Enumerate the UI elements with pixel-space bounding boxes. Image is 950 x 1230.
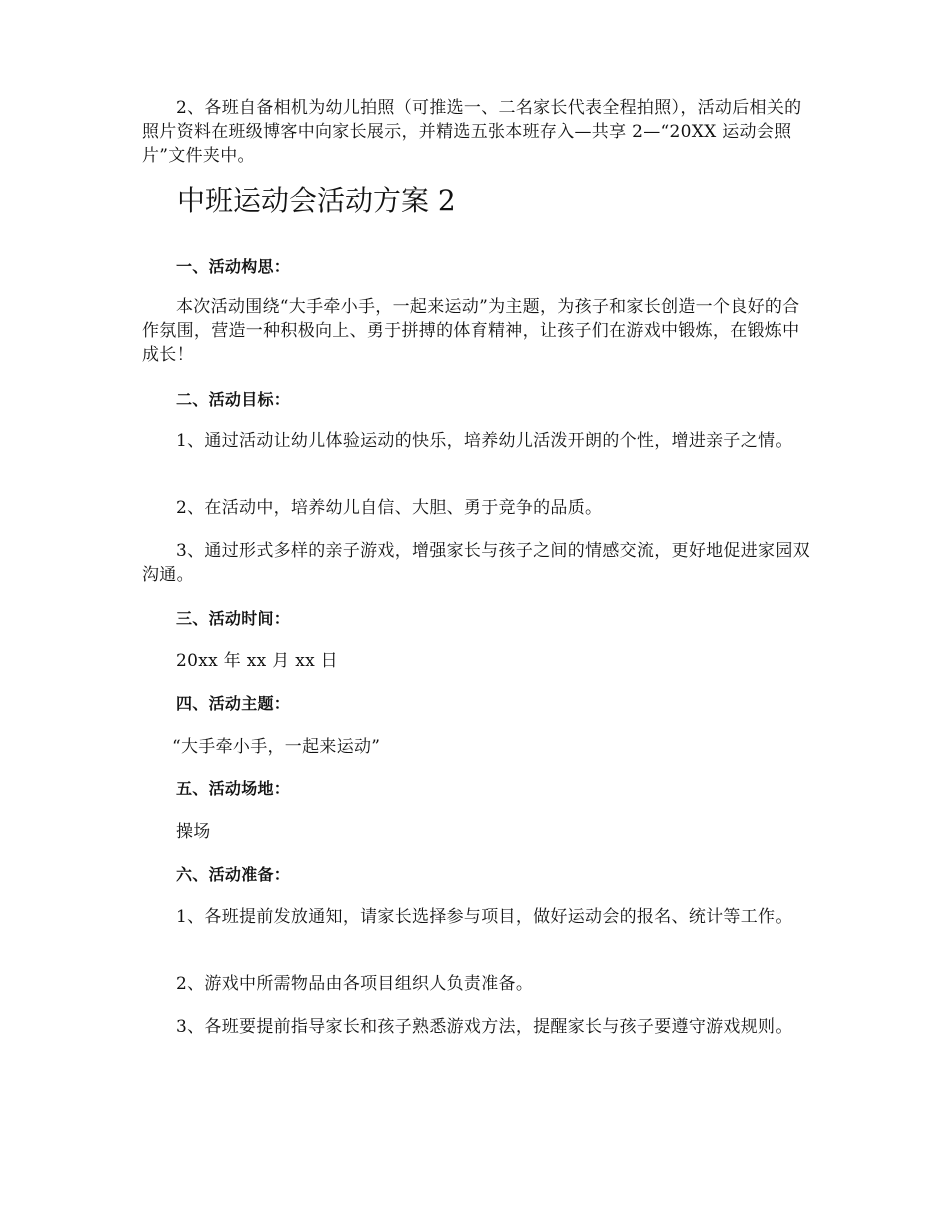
time-heading: 三、活动时间： [176,609,291,628]
concept-paragraph: 本次活动围绕“大手牵小手，一起来运动”为主题，为孩子和家长创造一个良好的合作氛围，营造一种积极向上、勇于拼搏的体育精神，让孩子们在游戏中锻炼，在锻炼中成长！ [142,297,800,365]
preparation-item-1: 1、各班提前发放通知，请家长选择参与项目，做好运动会的报名、统计等工作。 [176,907,793,927]
goals-heading: 二、活动目标： [176,390,291,409]
goal-item-3: 3、通过形式多样的亲子游戏，增强家长与孩子之间的情感交流，更好地促进家园双沟通。 [142,541,810,585]
theme-value: “大手牵小手，一起来运动” [172,737,381,757]
preparation-item-2: 2、游戏中所需物品由各项目组织人负责准备。 [176,974,534,994]
goal-item-2: 2、在活动中，培养幼儿自信、大胆、勇于竞争的品质。 [176,498,603,518]
preparation-item-3: 3、各班要提前指导家长和孩子熟悉游戏方法，提醒家长与孩子要遵守游戏规则。 [176,1017,793,1037]
venue-value: 操场 [176,822,211,842]
venue-heading: 五、活动场地： [176,779,291,798]
intro-paragraph: 2、各班自备相机为幼儿拍照（可推选一、二名家长代表全程拍照），活动后相关的照片资料在班级博客中向家长展示，并精选五张本班存入—共享 2—“20XX 运动会照片”文件夹中。 [142,98,802,166]
concept-heading: 一、活动构思： [176,257,291,276]
theme-heading: 四、活动主题： [176,694,291,713]
time-value: 20xx 年 xx 月 xx 日 [176,651,338,671]
preparation-heading: 六、活动准备： [176,865,291,884]
goal-item-1: 1、通过活动让幼儿体验运动的快乐，培养幼儿活泼开朗的个性，增进亲子之情。 [176,431,793,451]
document-title: 中班运动会活动方案 2 [177,184,456,217]
